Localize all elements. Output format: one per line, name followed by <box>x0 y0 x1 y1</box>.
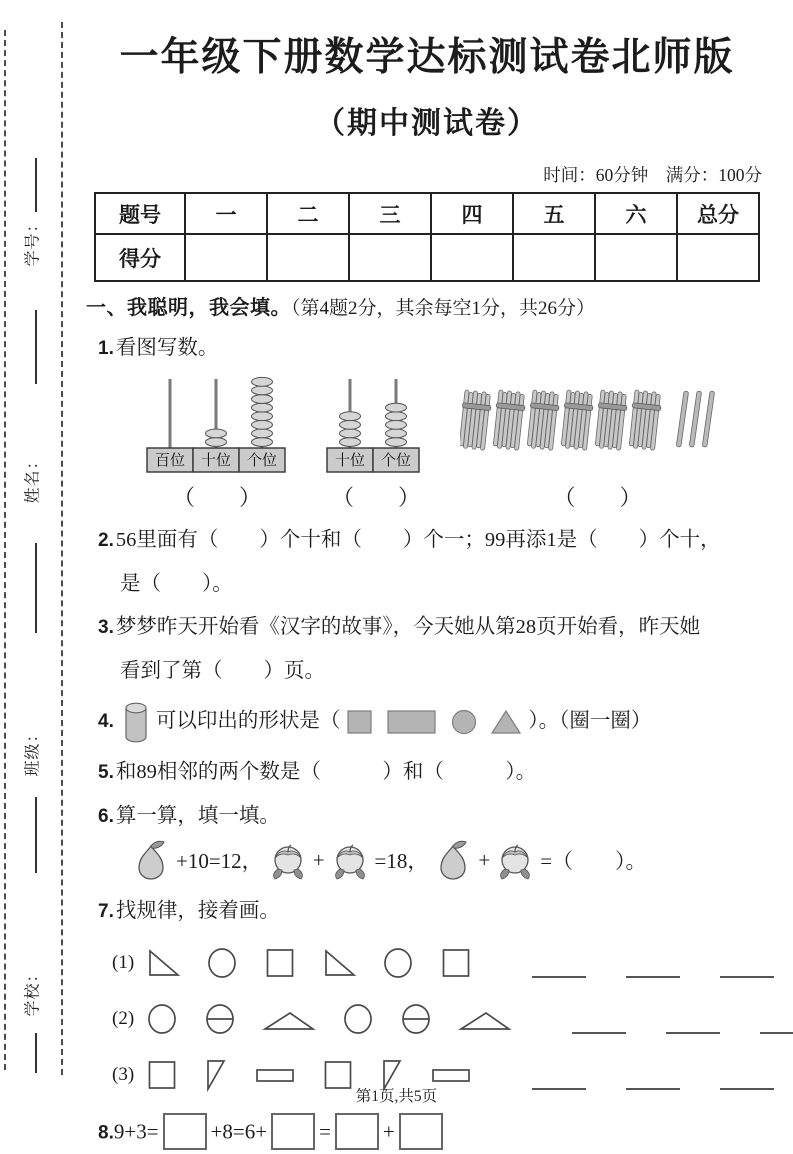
flat-triangle-icon <box>458 1005 512 1033</box>
peach-icon <box>494 839 536 881</box>
square-icon <box>440 947 472 979</box>
answer-blank <box>572 1032 626 1034</box>
peach-icon <box>267 839 309 881</box>
question-1-figures <box>146 372 768 479</box>
score-table-header-cell: 三 <box>349 193 431 234</box>
svg-text:个位: 个位 <box>246 452 278 469</box>
equation-text: + <box>382 1119 395 1144</box>
question-6-equation <box>126 837 768 883</box>
score-table-header-cell: 六 <box>595 193 677 234</box>
circle-icon <box>146 1002 178 1036</box>
score-cell <box>349 234 431 281</box>
question-5: 5.和89相邻的两个数是（ ）和（ ）。 <box>98 760 537 783</box>
page-title: 一年级下册数学达标测试卷北师版 <box>119 36 735 79</box>
answer-blank <box>666 1032 720 1034</box>
peach-icon <box>329 839 371 881</box>
question-7: 7.找规律，接着画。 <box>98 900 280 923</box>
score-table-header-row <box>95 193 759 234</box>
question-7-pattern-rows <box>86 943 768 1095</box>
seal-blank-line <box>35 158 37 212</box>
right-triangle-icon <box>322 947 356 979</box>
score-cell <box>677 234 759 281</box>
flat-triangle-icon <box>262 1005 316 1033</box>
pattern-row-number: (1) <box>112 952 135 973</box>
circle-hline-icon <box>400 1002 432 1036</box>
svg-text:十位: 十位 <box>334 452 366 469</box>
svg-text:十位: 十位 <box>200 452 232 469</box>
score-table-header-cell: 总分 <box>677 193 759 234</box>
question-3: 3.梦梦昨天开始看《汉字的故事》，今天她从第28页开始看，昨天她 <box>98 616 701 639</box>
answer-parentheses: （ ） <box>172 484 261 510</box>
page-footer: 第1页,共5页 <box>355 1088 438 1105</box>
question-4-text: 可以印出的形状是（ <box>155 710 341 733</box>
seal-dashed-line-outer <box>4 30 6 1070</box>
answer-box <box>335 1113 379 1150</box>
seal-label-name: 姓名： <box>24 452 42 504</box>
page-subtitle: （期中测试卷） <box>315 107 539 140</box>
circle-icon <box>206 946 238 980</box>
filled-square-icon <box>346 709 374 735</box>
score-cell <box>185 234 267 281</box>
seal-blank-line <box>35 797 37 873</box>
small-rect-icon <box>430 1065 472 1085</box>
abacus-tens-ones-image <box>326 374 420 474</box>
pear-icon <box>130 837 172 883</box>
answer-blank <box>760 1032 793 1034</box>
question-3-line2: 看到了第（ ）页。 <box>120 660 325 682</box>
score-row-label: 得分 <box>95 234 185 281</box>
filled-rectangle-icon <box>386 709 438 735</box>
score-cell <box>595 234 677 281</box>
question-1-answer-blanks <box>146 481 768 512</box>
answer-blank <box>532 976 586 978</box>
question-4-suffix: ）。（圈一圈） <box>528 710 652 733</box>
answer-blank <box>626 976 680 978</box>
section-title: 一、我聪明，我会填。 <box>86 297 291 319</box>
section-one-header <box>86 291 768 320</box>
answer-blank <box>720 976 774 978</box>
filled-circle-icon <box>450 709 478 735</box>
svg-text:个位: 个位 <box>380 452 412 469</box>
cylinder-icon <box>122 700 150 744</box>
seal-dashed-line-inner <box>61 22 63 1075</box>
equation-text: 9+3= <box>113 1119 159 1144</box>
circle-hline-icon <box>204 1002 236 1036</box>
equation-text: + <box>478 847 491 872</box>
equation-text: +10=12， <box>176 849 263 874</box>
seal-label-school: 学校： <box>24 965 42 1017</box>
score-cell <box>267 234 349 281</box>
right-triangle-icon <box>146 947 180 979</box>
seal-blank-line <box>35 1033 37 1073</box>
filled-triangle-icon <box>490 709 522 735</box>
circle-icon <box>342 1002 374 1036</box>
seal-label-class: 班级： <box>24 725 42 777</box>
score-cell <box>431 234 513 281</box>
answer-parentheses: （ ） <box>331 484 420 510</box>
equation-text: = <box>319 1119 331 1144</box>
equation-text: +8=6+ <box>210 1119 268 1144</box>
seal-blank-line <box>35 310 37 384</box>
sticks-bundles-image <box>460 372 727 464</box>
pattern-row-number: (3) <box>112 1064 135 1085</box>
question-4: 4. 可以印出的形状是（ ）。（圈一圈） <box>86 700 768 744</box>
pattern-row <box>112 999 768 1039</box>
score-table-header-cell: 五 <box>513 193 595 234</box>
seal-blank-line <box>35 543 37 633</box>
question-2: 2.56里面有（ ）个十和（ ）个一；99再添1是（ ）个十， <box>98 528 721 551</box>
question-2-line2: 是（ ）。 <box>120 572 233 595</box>
score-table-score-row <box>95 234 759 281</box>
equation-text: + <box>312 847 325 872</box>
pattern-row-number: (2) <box>112 1008 135 1029</box>
seal-label-student-number: 学号： <box>24 215 42 267</box>
section-note: （第4题2分，其余每空1分，共26分） <box>291 298 596 319</box>
square-icon <box>264 947 296 979</box>
answer-box <box>163 1113 207 1150</box>
small-rect-icon <box>254 1065 296 1085</box>
circle-icon <box>382 946 414 980</box>
score-table-header-cell: 题号 <box>95 193 185 234</box>
equation-text: =（ ）。 <box>540 849 647 874</box>
question-8: 8.9+3= +8=6+ = + <box>86 1113 768 1154</box>
abacus-hundreds-tens-ones-image <box>146 374 286 474</box>
exam-meta: 时间：60分钟 满分：100分 <box>543 165 762 185</box>
answer-box <box>271 1113 315 1150</box>
pear-icon <box>432 837 474 883</box>
pattern-row <box>112 943 768 983</box>
score-table-header-cell: 二 <box>267 193 349 234</box>
score-table <box>94 192 760 282</box>
question-1: 1.看图写数。 <box>98 337 219 359</box>
score-table-header-cell: 四 <box>431 193 513 234</box>
answer-box <box>399 1113 443 1150</box>
question-6: 6.算一算，填一填。 <box>98 804 280 827</box>
score-table-header-cell: 一 <box>185 193 267 234</box>
score-cell <box>513 234 595 281</box>
equation-text: =18， <box>374 849 429 874</box>
svg-text:百位: 百位 <box>154 452 186 469</box>
answer-parentheses: （ ） <box>553 484 642 510</box>
